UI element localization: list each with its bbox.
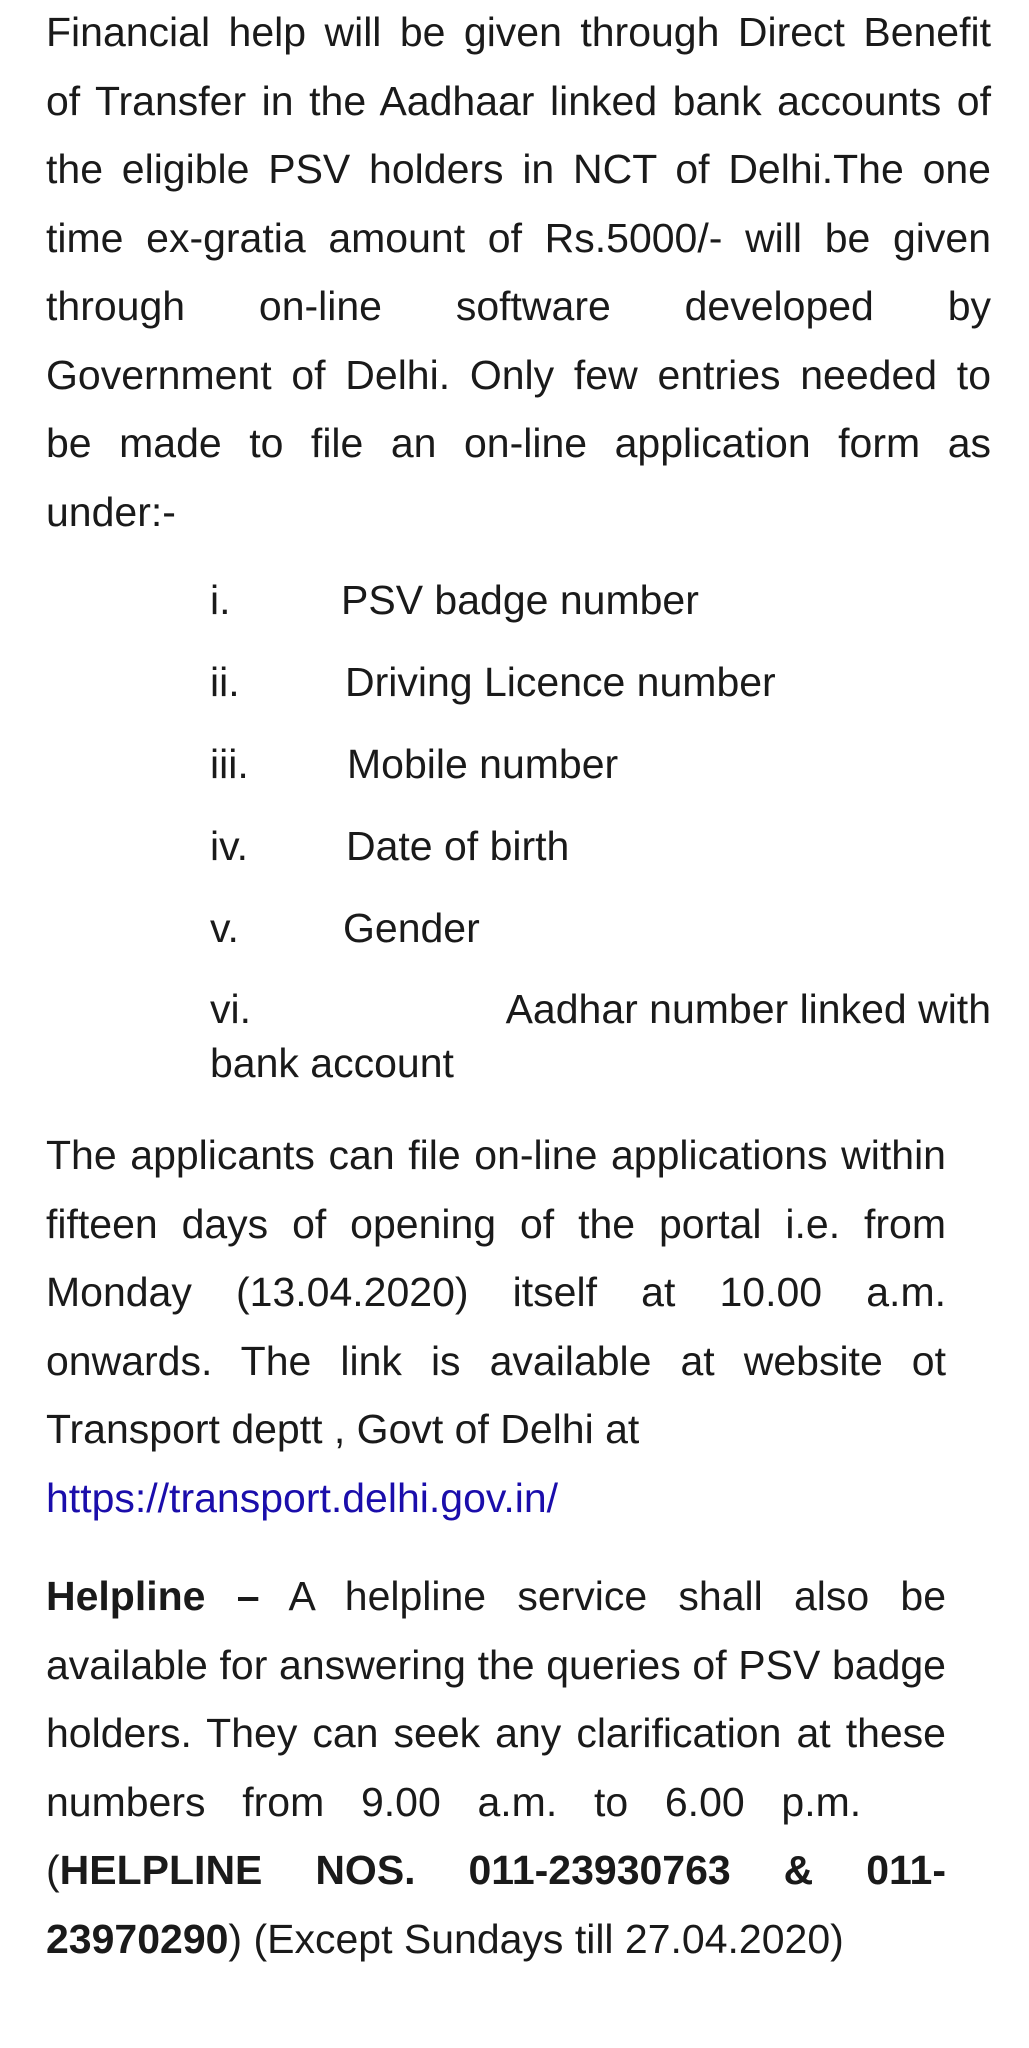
list-item-number: iii.: [210, 741, 249, 787]
list-item-label-line2: bank account: [210, 1040, 454, 1086]
application-entries-list: [210, 566, 991, 1086]
list-item-label: Driving Licence number: [345, 659, 776, 705]
list-item-number: iv.: [210, 823, 248, 869]
list-item-label: Gender: [343, 905, 480, 951]
intro-paragraph: Financial help will be given through Direct Benefit of Transfer in the Aadhaar linked bank accounts of the eligible PSV holders in NCT of Delhi.The one time ex-gratia amount of Rs.5000/- will be given through on-line software developed by Government of Delhi. Only few entries needed to be made to file an on-line application form as under:-: [46, 9, 991, 535]
helpline-section: [46, 1562, 946, 1973]
list-item: [210, 648, 991, 730]
list-item: [210, 812, 991, 894]
applicants-section: [46, 1121, 946, 1532]
list-item-number: ii.: [210, 659, 240, 705]
helpline-paren-close: ): [228, 1915, 243, 1962]
helpline-heading: Helpline –: [46, 1573, 260, 1619]
list-item-number: i.: [210, 577, 231, 623]
list-item: [210, 566, 991, 648]
list-item: [210, 730, 991, 812]
list-item: [210, 894, 991, 976]
list-item-label: PSV badge number: [341, 577, 699, 623]
transport-website-link[interactable]: https://transport.delhi.gov.in/: [46, 1474, 559, 1521]
list-item: [210, 976, 991, 1086]
list-item-number: v.: [210, 905, 239, 951]
helpline-numbers: HELPLINE NOS. 011-23930763 & 011-23970290: [46, 1847, 946, 1962]
list-item-number: vi.: [210, 986, 251, 1032]
helpline-paragraph: [46, 1562, 946, 1973]
applicants-paragraph: The applicants can file on-line applications within fifteen days of opening of the portal i.e. from Monday (13.04.2020) itself at 10.00 a.m. onwards. The link is available at website ot Transport deptt , Govt of Delhi at: [46, 1132, 946, 1452]
list-item-label: [210, 976, 991, 1090]
list-item-label: Date of birth: [346, 823, 570, 869]
helpline-text: A helpline service shall also be available for answering the queries of PSV badge holders. They can seek any clarification at these numbers from 9.00 a.m. to 6.00 p.m.: [46, 1573, 946, 1825]
list-item-label: Mobile number: [347, 741, 619, 787]
helpline-except-note: (Except Sundays till 27.04.2020): [253, 1915, 844, 1962]
document-page: [46, 0, 991, 1962]
list-item-label-line1: Aadhar number linked with: [505, 986, 991, 1032]
helpline-paren-open: (: [46, 1847, 60, 1893]
